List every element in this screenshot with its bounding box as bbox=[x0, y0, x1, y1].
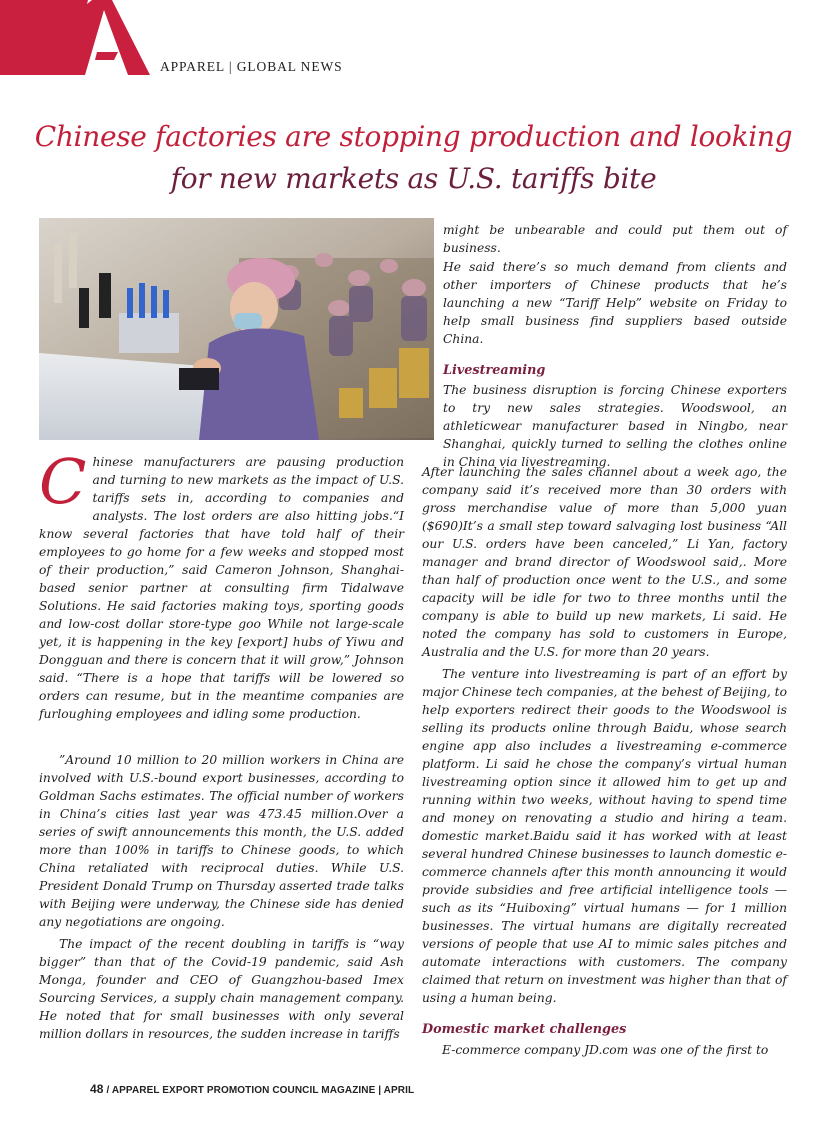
article-headline bbox=[30, 116, 797, 200]
subhead-livestreaming: Livestreaming bbox=[443, 363, 546, 378]
subsection-name: GLOBAL NEWS bbox=[236, 59, 343, 74]
headline-line-2: for new markets as U.S. tariffs bite bbox=[170, 162, 657, 195]
article-column-right-top bbox=[443, 221, 787, 471]
paragraph-4: might be unbearable and could put them out of business. bbox=[443, 223, 787, 255]
magazine-logo bbox=[0, 0, 150, 75]
paragraph-1: hinese manufacturers are pausing production and turning to new markets as the impact of U.S. tariffs sets in, according to companies and analysts. The lost orders are also hitting jobs.“I know several factories that have told half of their employees to go home for a few weeks and stopped most of their production,” said Cameron Johnson, Shanghai-based senior partner at consulting firm Tidalwave Solutions. He said factories making toys, sporting goods and low-cost dollar store-type goo While not large-scale yet, it is happening in the key [export] hubs of Yiwu and Dongguan and there is concern that it will grow,” Johnson said. “There is a hope that tariffs will be lowered so orders can resume, but in the meantime companies are furloughing employees and idling some production. bbox=[39, 455, 404, 721]
section-separator: | bbox=[228, 59, 233, 74]
paragraph-2: ”Around 10 million to 20 million workers in China are involved with U.S.-bound export businesses, according to Goldman Sachs estimates. The official number of workers in China’s cities last year was 473.45 million.Over a series of swift announcements this month, the U.S. added more than 100% in tariffs to Chinese goods, to which China retaliated with reciprocal duties. While U.S. President Donald Trump on Thursday asserted trade talks with Beijing were underway, the Chinese side has denied any negotiations are ongoing. bbox=[39, 753, 404, 929]
logo-letter-a-icon bbox=[0, 0, 150, 75]
subhead-domestic-market: Domestic market challenges bbox=[422, 1022, 627, 1037]
paragraph-6: The business disruption is forcing Chinese exporters to try new sales strategies. Woodswool, an athleticwear manufacturer based in Ningbo, near Shanghai, quickly turned to selling the clothes online in China via livestreaming. bbox=[443, 383, 787, 469]
paragraph-3: The impact of the recent doubling in tariffs is “way bigger” than that of the Covid-19 pandemic, said Ash Monga, founder and CEO of Guangzhou-based Imex Sourcing Services, a supply chain management company. He noted that for small businesses with only several million dollars in resources, the sudden increase in tariffs bbox=[39, 937, 404, 1041]
section-name: APPAREL bbox=[160, 59, 225, 74]
factory-workers-photo bbox=[39, 218, 434, 440]
paragraph-9: E-commerce company JD.com was one of the first to bbox=[442, 1043, 769, 1057]
footer-text: / APPAREL EXPORT PROMOTION COUNCIL MAGAZINE | APRIL bbox=[106, 1085, 415, 1096]
paragraph-8: The venture into livestreaming is part of an effort by major Chinese tech companies, at the behest of Beijing, to help exporters redirect their goods to the Woodswool is selling its products online through Baidu, whose search engine app also includes a livestreaming e-commerce platform. Li said he chose the company’s virtual human livestreaming option since it allowed him to get up and running within two weeks, without having to spend time and money on renovating a studio and hiring a team. domestic market.Baidu said it has worked with at least several hundred Chinese businesses to launch domestic e-commerce channels after this month announcing it would provide subsidies and free artificial intelligence tools — such as its “Huiboxing” virtual humans — for 1 million businesses. The virtual humans are digitally recreated versions of people that use AI to mimic sales pitches and automate interactions with customers. The company claimed that return on investment was higher than that of using a human being. bbox=[422, 667, 787, 1005]
page-footer bbox=[90, 1082, 414, 1096]
page-number: 48 bbox=[90, 1082, 104, 1096]
paragraph-5: He said there’s so much demand from clients and other importers of Chinese products that he’s launching a new “Tariff Help” website on Friday to help small business find suppliers based outside China. bbox=[443, 260, 787, 346]
section-label bbox=[160, 59, 343, 75]
article-column-left bbox=[39, 445, 404, 1043]
drop-cap: C bbox=[39, 445, 87, 518]
article-column-right bbox=[422, 463, 787, 1059]
paragraph-7: After launching the sales channel about a week ago, the company said it’s received more than 30 orders with gross merchandise value of more than 5,000 yuan ($690)It’s a small step toward salvaging lost business “All our U.S. orders have been canceled,” Li Yan, factory manager and brand director of Woodswool said,. More than half of production once went to the U.S., and some capacity will be idle for two to three months until the company is able to build up new markets, Li said. He noted the company has sold to customers in Europe, Australia and the U.S. for more than 20 years. bbox=[422, 465, 787, 659]
headline-line-1: Chinese factories are stopping production and looking bbox=[34, 120, 793, 153]
